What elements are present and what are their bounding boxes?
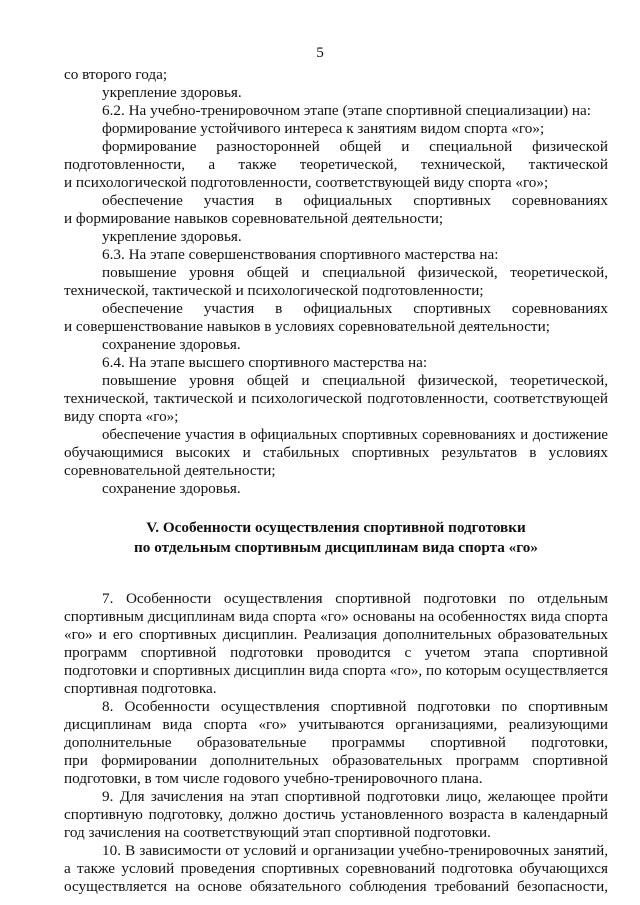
text-line: формирование устойчивого интереса к занятиям видом спорта «го»; (102, 120, 545, 137)
text-line: подготовки, в том числе годового учебно-тренировочного плана. (64, 770, 483, 787)
text-line: технической, тактической и психологической подготовленности; (64, 282, 484, 299)
text-line: виду спорта «го»; (64, 408, 179, 425)
section-v-text (64, 590, 608, 896)
text-line: и формирование навыков соревновательной деятельности; (64, 210, 444, 227)
text-line: программ спортивной подготовки проводится с учетом этапа спортивной (64, 644, 608, 661)
text-line: год зачисления на соответствующий этап спортивной подготовки. (64, 824, 491, 841)
text-line: 6.3. На этапе совершенствования спортивного мастерства на: (102, 246, 499, 263)
section-6-text (64, 66, 608, 498)
document-body (64, 66, 608, 896)
text-line: и психологической подготовленности, соответствующей виду спорта «го»; (64, 174, 549, 191)
text-line: «го» и его спортивных дисциплин. Реализация дополнительных образовательных (64, 626, 608, 643)
text-line: 10. В зависимости от условий и организации учебно-тренировочных занятий, (102, 842, 608, 859)
text-line: 9. Для зачисления на этап спортивной подготовки лицо, желающее пройти (102, 788, 608, 805)
text-line: повышение уровня общей и специальной физической, теоретической, (102, 264, 608, 281)
text-line: обеспечение участия в официальных спортивных соревнованиях и достижение (102, 427, 608, 443)
text-line: осуществляется на основе обязательного соблюдения требований безопасности, (64, 878, 608, 895)
text-line: сохранение здоровья. (102, 480, 241, 497)
text-line: сохранение здоровья. (102, 336, 241, 353)
text-line: и совершенствование навыков в условиях соревновательной деятельности; (64, 318, 550, 335)
text-line: 6.4. На этапе высшего спортивного мастерства на: (102, 354, 428, 371)
heading-line-1: V. Особенности осуществления спортивной подготовки (146, 519, 526, 536)
text-line: технической, тактической и психологической подготовленности, соответствующей (64, 390, 608, 407)
text-line: при формировании дополнительных образовательных программ спортивной (64, 752, 608, 769)
page-number: 5 (316, 44, 324, 61)
text-line: соревновательной деятельности; (64, 462, 276, 479)
text-line: повышение уровня общей и специальной физической, теоретической, (102, 372, 608, 389)
text-line: дополнительные образовательные программы спортивной подготовки, (64, 734, 608, 751)
text-line: формирование разносторонней общей и специальной физической (102, 138, 608, 155)
text-line: спортивная подготовка. (64, 680, 217, 697)
text-line: обучающимися высоких и стабильных спортивных результатов в условиях (64, 444, 608, 461)
text-line: обеспечение участия в официальных спортивных соревнованиях (102, 192, 608, 209)
text-line: 6.2. На учебно-тренировочном этапе (этапе спортивной специализации) на: (102, 102, 592, 119)
text-line: спортивным дисциплинам вида спорта «го» основаны на особенностях вида спорта (64, 608, 608, 625)
text-line: обеспечение участия в официальных спортивных соревнованиях (102, 300, 608, 317)
text-line: укрепление здоровья. (102, 228, 242, 245)
text-line: подготовленности, а также теоретической, технической, тактической (64, 156, 608, 173)
text-line: 7. Особенности осуществления спортивной подготовки по отдельным (102, 590, 608, 607)
text-line: спортивную подготовку, должно достичь установленного возраста в календарный (64, 806, 608, 823)
text-line: 8. Особенности осуществления спортивной подготовки по спортивным (102, 698, 608, 715)
text-line: подготовки и спортивных дисциплин вида спорта «го», по которым осуществляется (64, 662, 608, 679)
text-line: со второго года; (64, 66, 168, 83)
section-heading (64, 518, 608, 558)
text-line: укрепление здоровья. (102, 84, 242, 101)
heading-line-2: по отдельным спортивным дисциплинам вида спорта «го» (134, 539, 538, 556)
text-line: дисциплинам вида спорта «го» учитываются организациями, реализующими (64, 716, 608, 733)
text-line: а также условий проведения спортивных соревнований подготовка обучающихся (64, 860, 608, 877)
